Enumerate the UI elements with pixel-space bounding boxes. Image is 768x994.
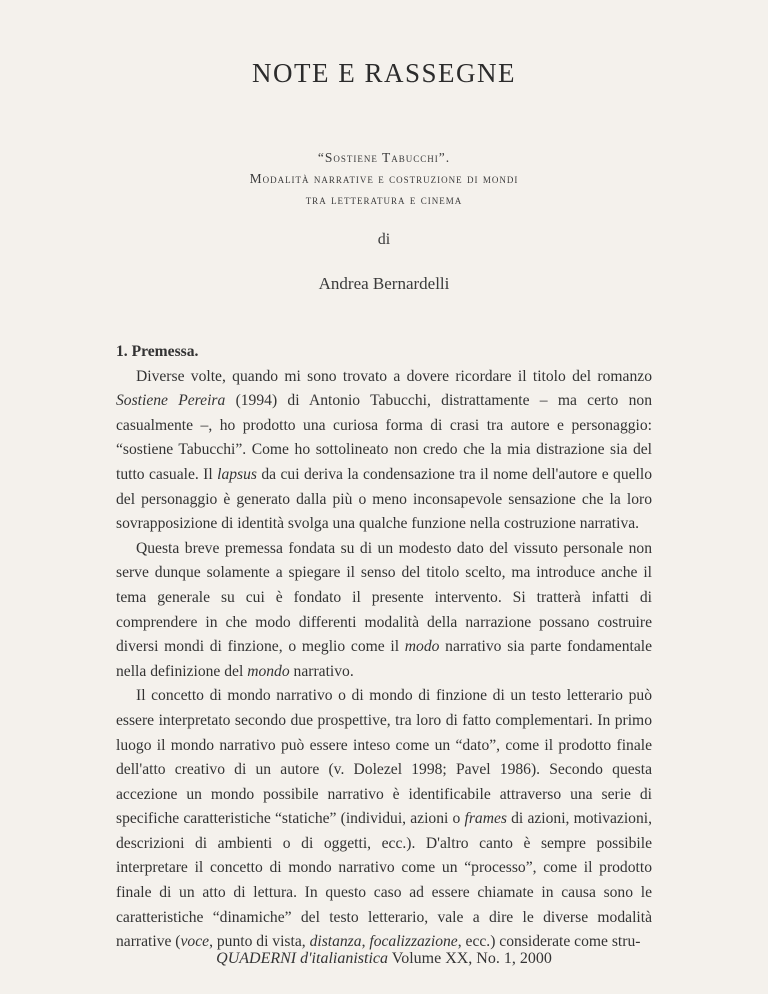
text-run: (1994) di Antonio Tabucchi, distrattamente – ma certo non casualmente –, ho prodotto una curiosa forma di crasi tra autore e personaggio: “sostiene Tabucchi”. Come ho sottolineato non credo che la mia distrazione sia del tutto casuale. Il	[116, 392, 652, 483]
article-title-line-2: Modalità narrative e costruzione di mondi	[249, 171, 519, 186]
italic-term: mondo	[247, 662, 290, 680]
article-title-line-1: “Sostiene Tabucchi”.	[317, 150, 451, 165]
italic-term: lapsus	[217, 465, 257, 483]
journal-footer	[0, 950, 768, 968]
text-run: Questa breve premessa fondata su di un modesto dato del vissuto personale non serve dunque solamente a spiegare il senso del titolo scelto, ma introduce anche il tema generale su cui è fondato il presente intervento. Si tratterà infatti di comprendere in che modo differenti modalità della narrazione possano costruire diversi mondi di finzione, o meglio come il	[116, 539, 652, 656]
italic-term: distanza	[309, 933, 362, 951]
journal-name: QUADERNI d'italianistica	[216, 950, 388, 967]
italic-term: frames	[464, 810, 507, 828]
italic-term: voce	[180, 933, 210, 951]
text-run: Diverse volte, quando mi sono trovato a dovere ricordare il titolo del romanzo	[136, 367, 652, 385]
section-title: NOTE E RASSEGNE	[252, 58, 516, 88]
text-run: Il concetto di mondo narrativo o di mondo di finzione di un testo letterario può essere interpretato secondo due prospettive, tra loro di fatto complementari. In primo luogo il mondo narrativo può essere inteso come un “dato”, come il prodotto finale dell'atto creativo di un autore (v. Dolezel 1998; Pavel 1986). Secondo questa accezione un mondo possibile narrativo è identificabile attraverso una serie di specifiche caratteristiche “statiche” (individui, azioni o	[116, 687, 652, 828]
text-run: di azioni, motivazioni, descrizioni di ambienti o di oggetti, ecc.). D'altro canto è sempre possibile interpretare il concetto di mondo narrativo come un “processo”, come il prodotto finale di un atto di lettura. In questo caso ad essere chiamate in causa sono le caratteristiche “dinamiche” del testo letterario, vale a dire le diverse modalità narrative (	[116, 810, 653, 951]
text-run: da cui deriva la condensazione tra il nome dell'autore e quello del personaggio è generato dalla più o meno inconsapevole sensazione che la loro sovrapposizione di identità svolga una qualche funzione nella costruzione narrativa.	[116, 465, 652, 533]
paragraph-2	[116, 537, 652, 685]
italic-term: modo	[404, 638, 440, 656]
journal-issue: Volume XX, No. 1, 2000	[388, 950, 552, 967]
paragraph-3	[116, 684, 652, 955]
text-run: , punto di vista,	[209, 933, 310, 951]
byline-di: di	[377, 231, 391, 248]
article-title-line-3: tra letteratura e cinema	[305, 192, 463, 207]
novel-title: Sostiene Pereira	[116, 392, 226, 410]
paragraph-1	[116, 365, 652, 537]
article-body	[116, 340, 652, 955]
italic-term: focalizzazione	[369, 933, 458, 951]
section-heading: 1. Premessa.	[116, 343, 199, 360]
text-run: narrativo.	[289, 662, 354, 680]
author-name: Andrea Bernardelli	[318, 274, 450, 293]
text-run: narrativo sia parte fondamentale nella definizione del	[116, 638, 652, 680]
text-run: ,	[361, 933, 370, 951]
text-run: , ecc.) considerate come stru-	[457, 933, 641, 951]
article-title	[0, 147, 768, 210]
